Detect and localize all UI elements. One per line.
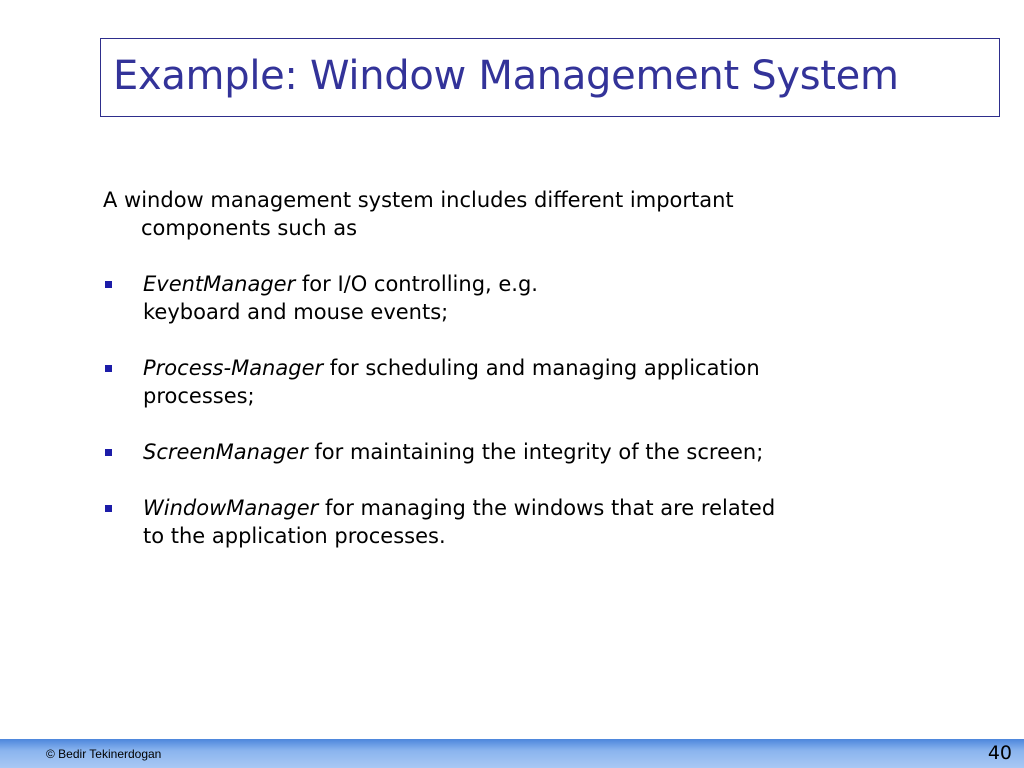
bullet-text: for maintaining the integrity of the screen; [307, 440, 764, 464]
bullet-term: WindowManager [143, 496, 319, 520]
footer-bar [0, 739, 1024, 768]
bullet-item-event-manager [103, 270, 863, 326]
bullet-text: for I/O controlling, e.g. [295, 272, 538, 296]
slide-title: Example: Window Management System [113, 53, 899, 99]
bullet-marker-icon [105, 281, 112, 288]
intro-line-1: A window management system includes different important [103, 188, 734, 212]
bullet-text-continued: to the application processes. [143, 524, 446, 548]
bullet-item-screen-manager [103, 438, 863, 466]
slide-body [103, 186, 863, 550]
bullet-item-process-manager [103, 354, 863, 410]
title-box [100, 38, 1000, 117]
bullet-term: ScreenManager [143, 440, 308, 464]
intro-line-2: components such as [141, 216, 358, 240]
page-number: 40 [987, 742, 1012, 764]
bullet-text-continued: processes; [143, 384, 255, 408]
bullet-text-continued: keyboard and mouse events; [143, 300, 449, 324]
bullet-text: for scheduling and managing application [323, 356, 760, 380]
bullet-marker-icon [105, 449, 112, 456]
bullet-marker-icon [105, 365, 112, 372]
footer-copyright: © Bedir Tekinerdogan [46, 747, 162, 761]
bullet-text: for managing the windows that are related [318, 496, 776, 520]
bullet-marker-icon [105, 505, 112, 512]
intro-paragraph [103, 186, 863, 242]
bullet-item-window-manager [103, 494, 863, 550]
bullet-term: EventManager [143, 272, 296, 296]
bullet-term: Process-Manager [143, 356, 324, 380]
